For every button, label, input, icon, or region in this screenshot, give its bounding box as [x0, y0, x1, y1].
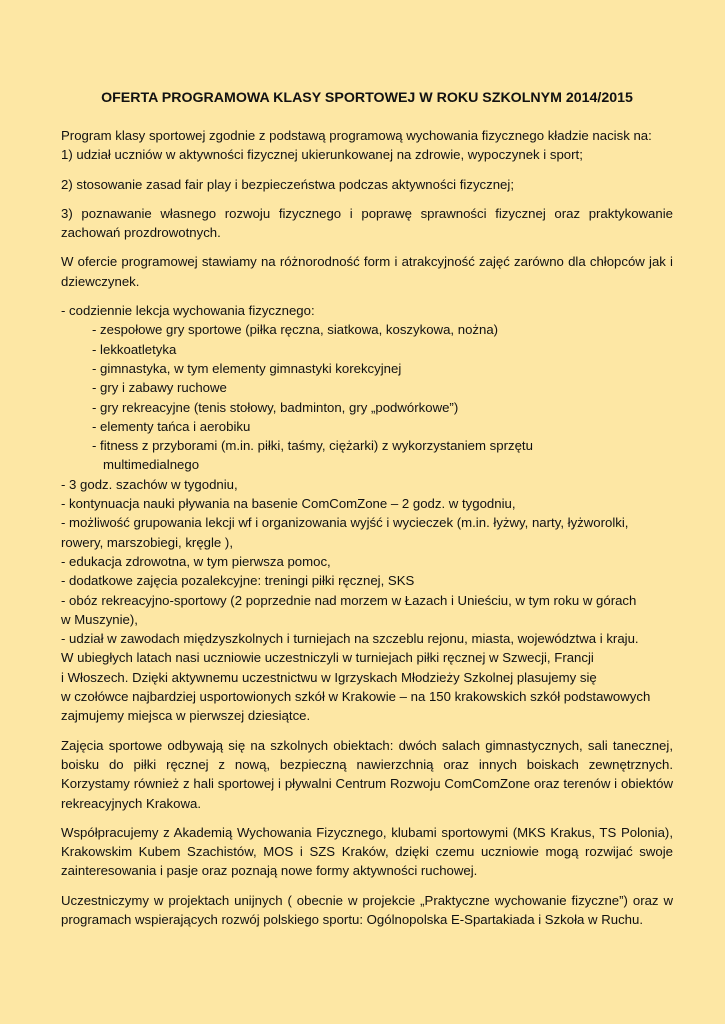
past-achievements-line: W ubiegłych latach nasi uczniowie uczestniczyli w turniejach piłki ręcznej w Szwecji, Francji	[61, 650, 594, 666]
list-item-extra: - dodatkowe zajęcia pozalekcyjne: treningi piłki ręcznej, SKS	[61, 573, 415, 589]
intro-line: Program klasy sportowej zgodnie z podstawą programową wychowania fizycznego kładzie nacisk na:	[61, 128, 652, 143]
sub-item: - zespołowe gry sportowe (piłka ręczna, siatkowa, koszykowa, nożna)	[92, 322, 499, 338]
list-item-competitions: - udział w zawodach międzyszkolnych i turniejach na szczeblu rejonu, miasta, województwa i kraju.	[61, 631, 639, 647]
intro-point-1: 1) udział uczniów w aktywności fizycznej ukierunkowanej na zdrowie, wypoczynek i sport;	[61, 147, 583, 163]
cooperation-paragraph: Współpracujemy z Akademią Wychowania Fizycznego, klubami sportowymi (MKS Krakus, TS Polonia), Krakowskim Kubem Szachistów, MOS i SZS Kraków, dzięki czemu uczniowie mogą rozwijać swoje zainteresowania i pasje oraz poznają nowe formy aktywności ruchowej.	[61, 824, 673, 879]
projects-paragraph: Uczestniczymy w projektach unijnych ( obecnie w projekcie „Praktyczne wychowanie fizyczne”) oraz w programach wspierających rozwój polskiego sportu: Ogólnopolska E-Spartakiada i Szkoła w Ruchu.	[61, 892, 673, 927]
sub-item: - lekkoatletyka	[92, 341, 177, 357]
document-title: OFERTA PROGRAMOWA KLASY SPORTOWEJ W ROKU SZKOLNYM 2014/2015	[101, 90, 633, 106]
list-item-camp-cont: w Muszynie),	[61, 611, 138, 627]
list-item-chess: - 3 godz. szachów w tygodniu,	[61, 476, 238, 492]
sub-item: - gimnastyka, w tym elementy gimnastyki korekcyjnej	[92, 360, 402, 376]
sub-item: - gry rekreacyjne (tenis stołowy, badminton, gry „podwórkowe”)	[92, 399, 459, 415]
list-item-swimming: - kontynuacja nauki pływania na basenie ComComZone – 2 godz. w tygodniu,	[61, 496, 516, 512]
list-item-groups: - możliwość grupowania lekcji wf i organizowania wyjść i wycieczek (m.in. łyżwy, narty, łyżworolki,	[61, 515, 629, 531]
sub-item-continuation: multimedialnego	[103, 457, 200, 473]
list-item-camp: - obóz rekreacyjno-sportowy (2 poprzednie nad morzem w Łazach i Unieściu, w tym roku w górach	[61, 592, 637, 608]
daily-pe-item: - codziennie lekcja wychowania fizycznego:	[61, 303, 315, 319]
past-achievements-line: w czołówce najbardziej usportowionych szkół w Krakowie – na 150 krakowskich szkół podstawowych	[61, 689, 651, 705]
intro-point-2: 2) stosowanie zasad fair play i bezpieczeństwa podczas aktywności fizycznej;	[61, 176, 514, 192]
intro-point-3: 3) poznawanie własnego rozwoju fizycznego i poprawę sprawności fizycznej oraz praktykowanie zachowań prozdrowotnych.	[61, 205, 673, 241]
offer-intro: W ofercie programowej stawiamy na różnorodność form i atrakcyjność zajęć zarówno dla chłopców jak i dziewczynek.	[61, 254, 673, 289]
past-achievements-line: zajmujemy miejsca w pierwszej dziesiątce.	[61, 708, 311, 724]
sub-item: - elementy tańca i aerobiku	[92, 418, 251, 434]
sub-item: - gry i zabawy ruchowe	[92, 380, 227, 396]
past-achievements-line: i Włoszech. Dzięki aktywnemu uczestnictwu w Igrzyskach Młodzieży Szkolnej plasujemy się	[61, 669, 597, 685]
sub-item: - fitness z przyborami (m.in. piłki, taśmy, ciężarki) z wykorzystaniem sprzętu	[92, 438, 533, 454]
list-item-health: - edukacja zdrowotna, w tym pierwsza pomoc,	[61, 553, 331, 569]
list-item-groups-cont: rowery, marszobiegi, kręgle ),	[61, 534, 233, 550]
facilities-paragraph: Zajęcia sportowe odbywają się na szkolnych obiektach: dwóch salach gimnastycznych, sali tanecznej, boisku do piłki ręcznej z nową, bezpieczną nawierzchnią oraz innych boiskach zewnętrznych. Korzystamy również z hali sportowej i pływalni Centrum Rozwoju ComComZone oraz terenów i obiektów rekreacyjnych Krakowa.	[61, 737, 673, 811]
